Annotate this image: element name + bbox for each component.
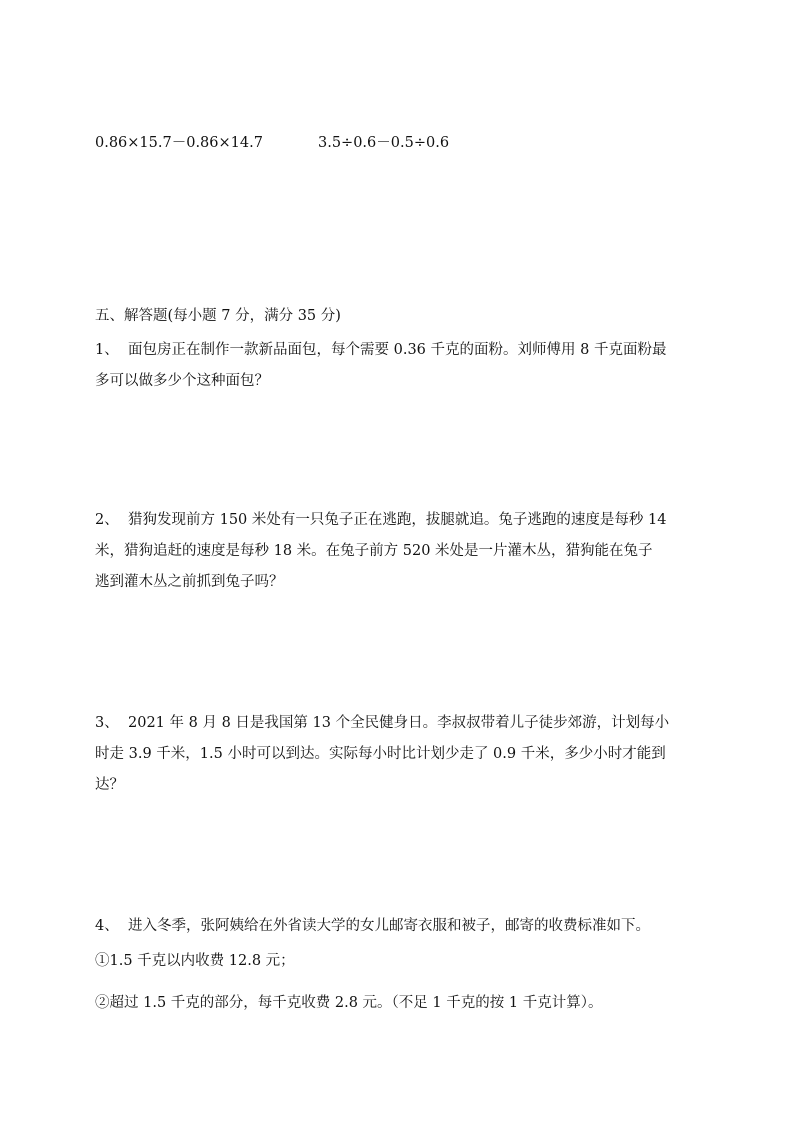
question-4-fee-rule-2: ②超过 1.5 千克的部分，每千克收费 2.8 元。（不足 1 千克的按 1 千克计算）。 [95, 995, 603, 1011]
question-number: 1、 [95, 342, 119, 358]
question-2-line-3: 逃到灌木丛之前抓到兔子吗？ [95, 574, 284, 590]
question-text: 进入冬季，张阿姨给在外省读大学的女儿邮寄衣服和被子，邮寄的收费标准如下。 [128, 918, 650, 934]
question-4-line-1 [95, 916, 650, 936]
question-4-fee-rule-1: ①1.5 千克以内收费 12.8 元； [95, 953, 295, 969]
question-3-line-2: 时走 3.9 千米，1.5 小时可以到达。实际每小时比计划少走了 0.9 千米，多少小时才能到 [95, 746, 666, 762]
question-1-line-2: 多可以做多少个这种面包？ [95, 373, 269, 389]
question-3-line-3: 达？ [95, 777, 124, 793]
question-number: 2、 [95, 512, 119, 528]
question-2-line-1 [95, 510, 666, 530]
calc-expression-1: 0.86×15.7－0.86×14.7 [95, 135, 263, 151]
question-2-line-2: 米，猎狗追赶的速度是每秒 18 米。在兔子前方 520 米处是一片灌木丛，猎狗能在兔子 [95, 543, 653, 559]
question-text: 猎狗发现前方 150 米处有一只兔子正在逃跑，拔腿就追。兔子逃跑的速度是每秒 14 [128, 512, 667, 528]
question-text: 面包房正在制作一款新品面包，每个需要 0.36 千克的面粉。刘师傅用 8 千克面粉最 [128, 342, 667, 358]
section-heading: 五、解答题(每小题 7 分，满分 35 分) [95, 308, 341, 324]
question-number: 4、 [95, 918, 119, 934]
calc-expression-2: 3.5÷0.6－0.5÷0.6 [318, 135, 450, 151]
question-text: 2021 年 8 月 8 日是我国第 13 个全民健身日。李叔叔带着儿子徒步郊游，计划每小 [128, 715, 670, 731]
question-1-line-1 [95, 340, 666, 360]
question-number: 3、 [95, 715, 119, 731]
question-3-line-1 [95, 713, 669, 733]
